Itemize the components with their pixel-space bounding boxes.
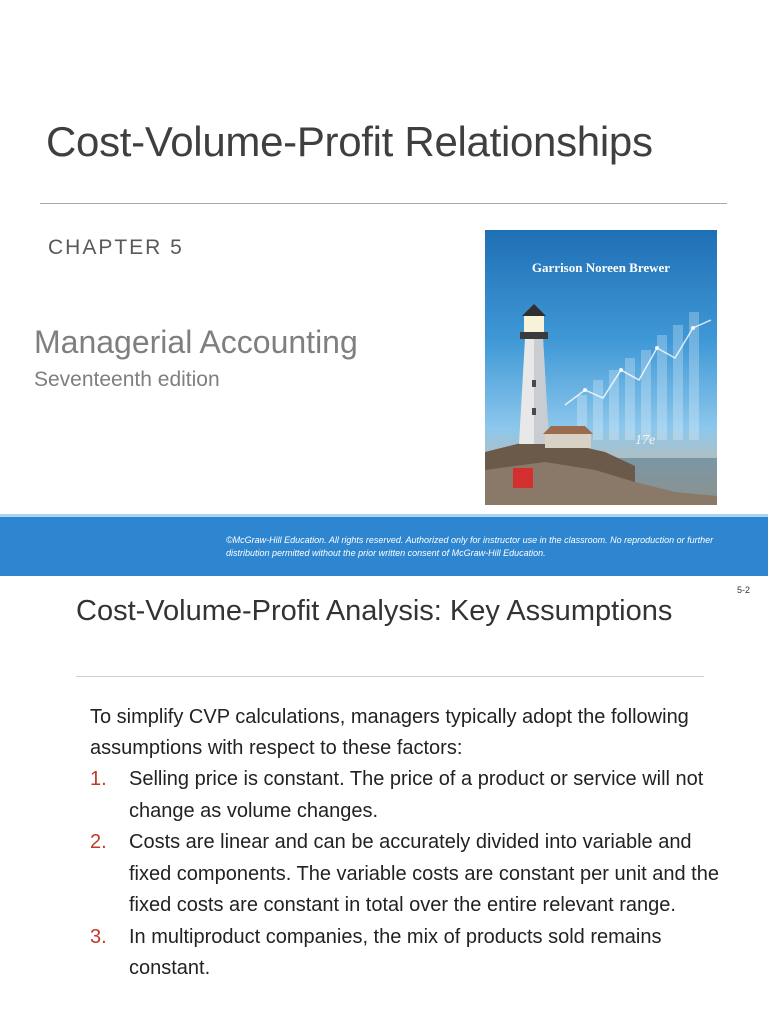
title-divider bbox=[40, 203, 727, 204]
book-cover-image bbox=[485, 230, 717, 505]
edition-mark: 17e bbox=[635, 433, 656, 448]
edition-label: Seventeenth edition bbox=[34, 368, 220, 391]
list-item-number: 1. bbox=[90, 768, 107, 790]
slide-title: Cost-Volume-Profit Analysis: Key Assumptions bbox=[76, 595, 673, 627]
bar-chart-graphic bbox=[577, 312, 699, 440]
list-item-text: Costs are linear and can be accurately divided into variable and fixed components. The variable costs are constant per unit and the fixed costs are constant in total over the entire relevant range. bbox=[129, 831, 719, 916]
list-item-number: 3. bbox=[90, 925, 107, 948]
list-item-text: Selling price is constant. The price of a product or service will not change as volume changes. bbox=[129, 768, 704, 822]
slide-number: 5-2 bbox=[736, 585, 750, 595]
title-divider bbox=[76, 676, 704, 677]
assumptions-list bbox=[90, 764, 730, 985]
list-item-number: 2. bbox=[90, 831, 107, 853]
list-item bbox=[90, 922, 730, 985]
list-item-text: In multiproduct companies, the mix of products sold remains constant. bbox=[129, 925, 662, 979]
slide-title: Cost-Volume-Profit Relationships bbox=[46, 118, 653, 165]
list-item bbox=[90, 764, 730, 827]
publisher-logo bbox=[513, 468, 533, 488]
chapter-label: CHAPTER 5 bbox=[48, 236, 184, 259]
list-item bbox=[90, 827, 730, 922]
assumptions-slide bbox=[0, 578, 768, 1024]
course-name: Managerial Accounting bbox=[34, 324, 358, 360]
copyright-notice: ©McGraw-Hill Education. All rights reserved. Authorized only for instructor use in the classroom. No reproduction or further distribution permitted without the prior written consent of McGraw-Hill Education. bbox=[226, 535, 714, 558]
footer-band-highlight bbox=[0, 514, 768, 517]
intro-paragraph: To simplify CVP calculations, managers typically adopt the following assumptions with respect to these factors: bbox=[90, 706, 689, 759]
cover-authors: Garrison Noreen Brewer bbox=[531, 260, 671, 275]
